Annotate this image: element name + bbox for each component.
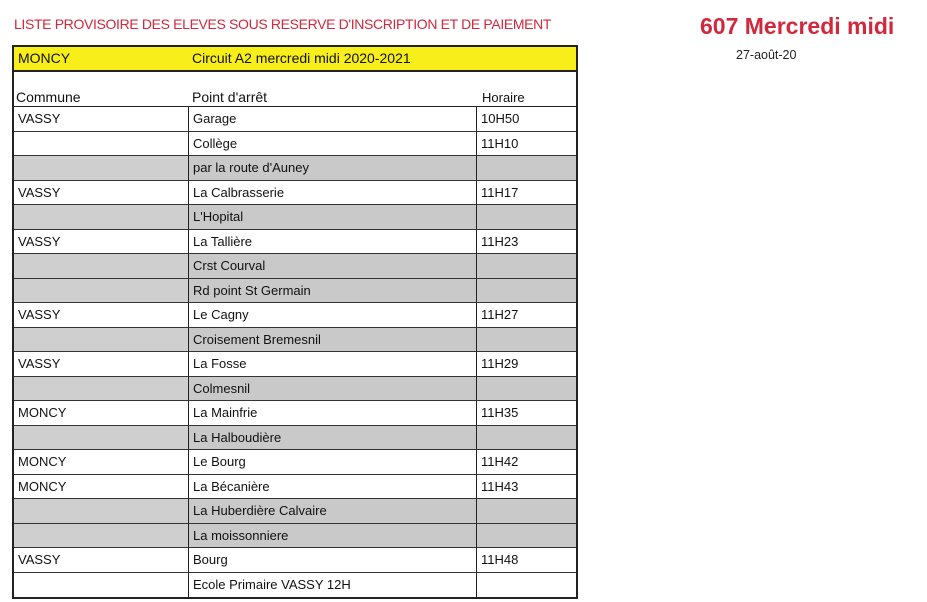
- stop-cell: Bourg: [188, 548, 477, 572]
- commune-cell: VASSY: [18, 552, 61, 567]
- commune-cell: MONCY: [18, 405, 67, 420]
- banner-circuit-title: Circuit A2 mercredi midi 2020-2021: [192, 50, 411, 66]
- table-row: [14, 230, 576, 255]
- commune-cell: [14, 132, 188, 156]
- table-row: [14, 279, 576, 304]
- column-header-commune: Commune: [16, 89, 81, 105]
- table-row: [14, 303, 576, 328]
- table-row: [14, 254, 576, 279]
- time-cell: 10H50: [481, 111, 520, 126]
- column-headers: [14, 72, 576, 107]
- time-cell: [477, 524, 576, 548]
- commune-cell: [14, 499, 188, 523]
- stop-cell: La Halboudière: [188, 426, 477, 450]
- table-row: [14, 156, 576, 181]
- commune-cell: [14, 205, 188, 229]
- commune-cell: VASSY: [18, 356, 61, 371]
- table-row: [14, 524, 576, 549]
- banner-commune: MONCY: [18, 50, 71, 66]
- stop-cell: Collège: [188, 132, 477, 156]
- table-row: [14, 377, 576, 402]
- table-row: [14, 548, 576, 573]
- stop-cell: Garage: [188, 107, 477, 131]
- table-row: [14, 352, 576, 377]
- time-cell: [477, 426, 576, 450]
- stop-cell: La Bécanière: [188, 475, 477, 499]
- stop-cell: La Mainfrie: [188, 401, 477, 425]
- stop-cell: par la route d'Auney: [188, 156, 477, 180]
- stop-cell: Crst Courval: [188, 254, 477, 278]
- commune-cell: [14, 426, 188, 450]
- stop-cell: La moissonniere: [188, 524, 477, 548]
- table-row: [14, 205, 576, 230]
- commune-cell: VASSY: [18, 111, 61, 126]
- column-header-time: Horaire: [482, 90, 525, 105]
- time-cell: [477, 279, 576, 303]
- commune-cell: MONCY: [18, 454, 67, 469]
- table-row: [14, 426, 576, 451]
- table-row: [14, 475, 576, 500]
- time-cell: 11H42: [481, 454, 519, 469]
- commune-cell: VASSY: [18, 307, 61, 322]
- stop-cell: La Huberdière Calvaire: [188, 499, 477, 523]
- document-title: LISTE PROVISOIRE DES ELEVES SOUS RESERVE D'INSCRIPTION ET DE PAIEMENT: [14, 16, 552, 32]
- time-cell: [477, 499, 576, 523]
- commune-cell: [14, 573, 188, 598]
- time-cell: 11H43: [481, 478, 519, 494]
- time-cell: [477, 156, 576, 180]
- commune-cell: [14, 279, 188, 303]
- stop-cell: Le Bourg: [188, 450, 477, 474]
- stop-cell: Rd point St Germain: [188, 279, 477, 303]
- stop-cell: L'Hopital: [188, 205, 477, 229]
- route-title: 607 Mercredi midi: [700, 13, 895, 39]
- time-cell: 11H23: [481, 233, 519, 249]
- time-cell: [477, 328, 576, 352]
- stop-cell: La Tallière: [188, 230, 477, 254]
- table-row: [14, 499, 576, 524]
- time-cell: 11H29: [481, 356, 519, 371]
- document-date: 27-août-20: [736, 48, 797, 62]
- commune-cell: VASSY: [18, 184, 61, 200]
- time-cell: [477, 573, 576, 598]
- commune-cell: VASSY: [18, 233, 61, 249]
- table-row: [14, 107, 576, 132]
- time-cell: 11H48: [481, 552, 519, 567]
- stop-cell: Colmesnil: [188, 377, 477, 401]
- commune-cell: [14, 156, 188, 180]
- schedule-table: [12, 45, 578, 599]
- time-cell: 11H35: [481, 405, 519, 420]
- stop-cell: Croisement Bremesnil: [188, 328, 477, 352]
- time-cell: 11H10: [481, 135, 519, 151]
- commune-cell: [14, 377, 188, 401]
- table-row: [14, 181, 576, 206]
- time-cell: [477, 205, 576, 229]
- table-body: [14, 107, 576, 597]
- stop-cell: Le Cagny: [188, 303, 477, 327]
- stop-cell: La Calbrasserie: [188, 181, 477, 205]
- table-row: [14, 401, 576, 426]
- table-row: [14, 132, 576, 157]
- circuit-banner: [14, 47, 576, 72]
- commune-cell: [14, 524, 188, 548]
- stop-cell: Ecole Primaire VASSY 12H: [188, 573, 477, 598]
- time-cell: 11H17: [481, 184, 519, 200]
- commune-cell: [14, 254, 188, 278]
- stop-cell: La Fosse: [188, 352, 477, 376]
- time-cell: [477, 377, 576, 401]
- column-header-stop: Point d'arrêt: [192, 89, 268, 105]
- time-cell: 11H27: [481, 307, 519, 322]
- time-cell: [477, 254, 576, 278]
- table-row: [14, 450, 576, 475]
- table-row: [14, 328, 576, 353]
- commune-cell: [14, 328, 188, 352]
- table-row: [14, 573, 576, 598]
- commune-cell: MONCY: [18, 478, 67, 494]
